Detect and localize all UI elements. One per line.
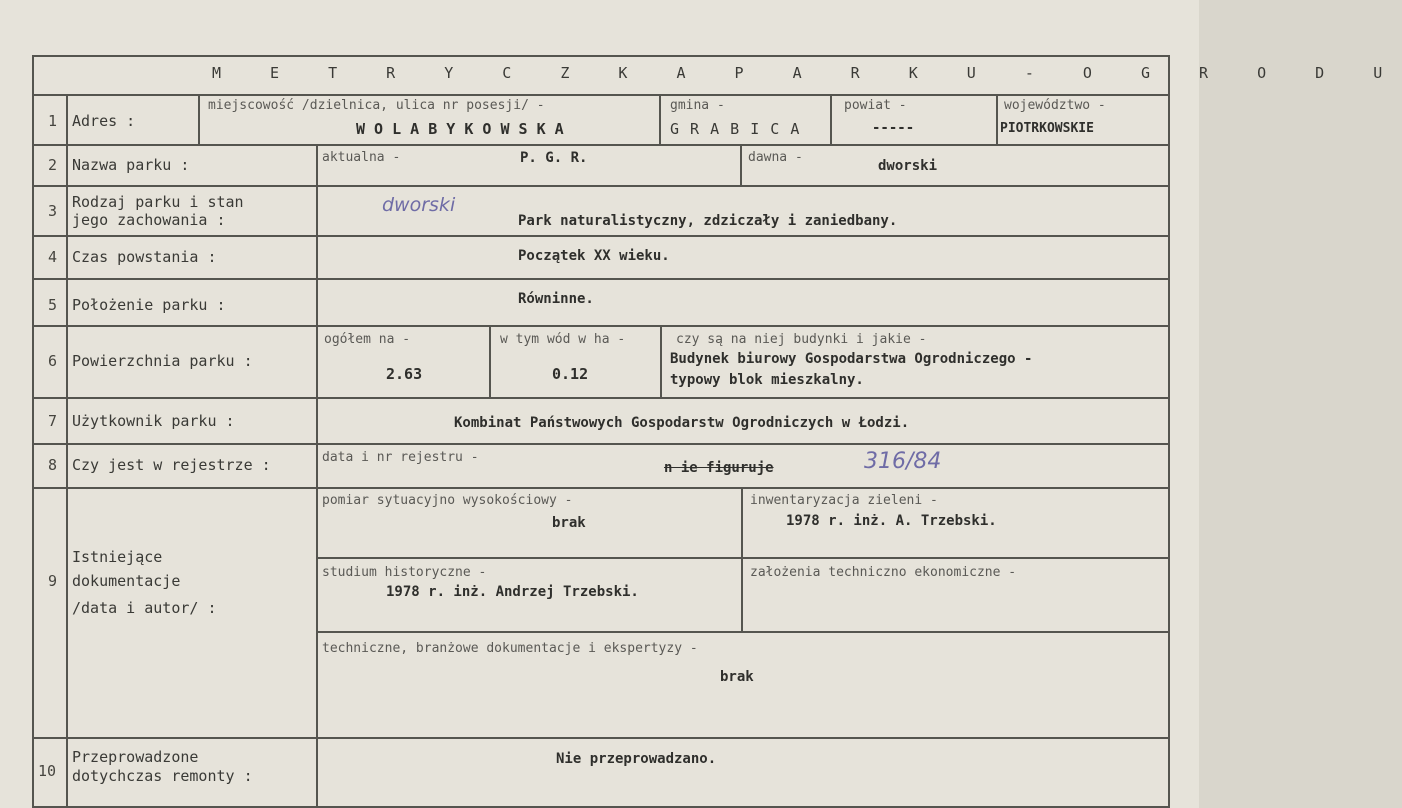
row-number: 6	[48, 352, 58, 370]
row-number: 1	[48, 112, 58, 130]
total-area-value: 2.63	[386, 365, 423, 383]
technical-docs-value: brak	[720, 669, 754, 685]
rule-label-col	[316, 144, 318, 808]
rule-9a	[316, 557, 1170, 559]
locality-label: miejscowość /dzielnica, ulica nr posesji/ -	[208, 98, 545, 113]
former-name-value: dworski	[878, 158, 938, 174]
history-value: 1978 r. inż. Andrzej Trzebski.	[386, 584, 639, 600]
form-title: M E T R Y C Z K A P A R K U - O G R O D U	[212, 64, 1402, 82]
row-label-docs-line3: /data i autor/ :	[72, 599, 217, 617]
former-name-label: dawna -	[748, 150, 803, 165]
border-right	[1168, 55, 1170, 808]
row-label-repairs-line2: dotychczas remonty :	[72, 767, 253, 785]
rule-num-col	[66, 94, 68, 808]
locality-value: W O L A B Y K O W S K A	[356, 120, 564, 138]
row-label-repairs-line1: Przeprowadzone	[72, 748, 199, 766]
rule-2	[32, 185, 1170, 187]
repairs-value: Nie przeprowadzano.	[556, 751, 717, 767]
voivodeship-value: PIOTRKOWSKIE	[1000, 121, 1094, 136]
row-label-type-line1: Rodzaj parku i stan	[72, 193, 244, 211]
row-label-register: Czy jest w rejestrze :	[72, 456, 271, 474]
rule-4	[32, 278, 1170, 280]
row-number: 8	[48, 456, 58, 474]
row-number: 3	[48, 202, 58, 220]
water-area-label: w tym wód w ha -	[500, 332, 626, 347]
row-label-location: Położenie parku :	[72, 296, 226, 314]
rule-powiat-col	[830, 94, 832, 145]
technical-docs-label: techniczne, branżowe dokumentacje i ekspertyzy -	[322, 641, 698, 656]
row-label-origin: Czas powstania :	[72, 248, 217, 266]
rule-adres-col	[198, 94, 200, 145]
buildings-value-line2: typowy blok mieszkalny.	[670, 372, 864, 388]
park-user-value: Kombinat Państwowych Gospodarstw Ogrodniczych w Łodzi.	[454, 415, 910, 431]
rule-buildings-col	[660, 325, 662, 398]
row-label-docs-line2: dokumentacje	[72, 572, 181, 590]
survey-value: brak	[552, 515, 586, 531]
rule-7	[32, 443, 1170, 445]
row-number: 9	[48, 572, 58, 590]
current-name-value: P. G. R.	[520, 150, 588, 166]
water-area-value: 0.12	[552, 365, 589, 383]
rule-5	[32, 325, 1170, 327]
rule-gmina-col	[659, 94, 661, 145]
gmina-label: gmina -	[670, 98, 725, 113]
current-name-label: aktualna -	[322, 150, 401, 165]
row-number: 2	[48, 156, 58, 174]
rule-3	[32, 235, 1170, 237]
rule-9	[32, 737, 1170, 739]
register-value: n ie figuruje	[664, 460, 774, 476]
rule-former-col	[740, 144, 742, 186]
history-label: studium historyczne -	[322, 565, 487, 580]
register-label: data i nr rejestru -	[322, 450, 479, 465]
border-top	[32, 55, 1170, 57]
rule-doc-col-b	[741, 557, 743, 632]
origin-value: Początek XX wieku.	[518, 248, 670, 264]
rule-doc-col-a	[741, 487, 743, 558]
voivodeship-label: województwo -	[1004, 98, 1106, 113]
assumptions-label: założenia techniczno ekonomiczne -	[750, 565, 1017, 580]
park-type-value: Park naturalistyczny, zdziczały i zaniedbany.	[518, 213, 898, 229]
row-number: 4	[48, 248, 58, 266]
handwritten-note: dworski	[382, 194, 456, 216]
handwritten-register-number: 316/84	[864, 449, 942, 474]
powiat-label: powiat -	[844, 98, 907, 113]
rule-9b	[316, 631, 1170, 633]
buildings-value-line1: Budynek biurowy Gospodarstwa Ogrodniczego -	[670, 351, 1033, 367]
gmina-value: G R A B I C A	[670, 120, 801, 138]
location-value: Równinne.	[518, 291, 594, 307]
inventory-value: 1978 r. inż. A. Trzebski.	[786, 513, 997, 529]
row-number: 10	[38, 762, 57, 780]
rule-title	[32, 94, 1170, 96]
row-label-user: Użytkownik parku :	[72, 412, 235, 430]
row-number: 5	[48, 296, 58, 314]
row-number: 7	[48, 412, 58, 430]
powiat-value: -----	[872, 120, 915, 136]
inventory-label: inwentaryzacja zieleni -	[750, 493, 938, 508]
rule-woj-col	[996, 94, 998, 145]
row-label-name: Nazwa parku :	[72, 156, 190, 174]
survey-label: pomiar sytuacyjno wysokościowy -	[322, 493, 573, 508]
rule-8	[32, 487, 1170, 489]
total-area-label: ogółem na -	[324, 332, 411, 347]
row-label-docs-line1: Istniejące	[72, 548, 163, 566]
rule-water-col	[489, 325, 491, 398]
row-label-area: Powierzchnia parku :	[72, 352, 253, 370]
rule-1	[32, 144, 1170, 146]
row-label-adres: Adres :	[72, 112, 136, 130]
border-left	[32, 55, 34, 808]
buildings-label: czy są na niej budynki i jakie -	[676, 332, 927, 347]
row-label-type-line2: jego zachowania :	[72, 211, 226, 229]
rule-6	[32, 397, 1170, 399]
